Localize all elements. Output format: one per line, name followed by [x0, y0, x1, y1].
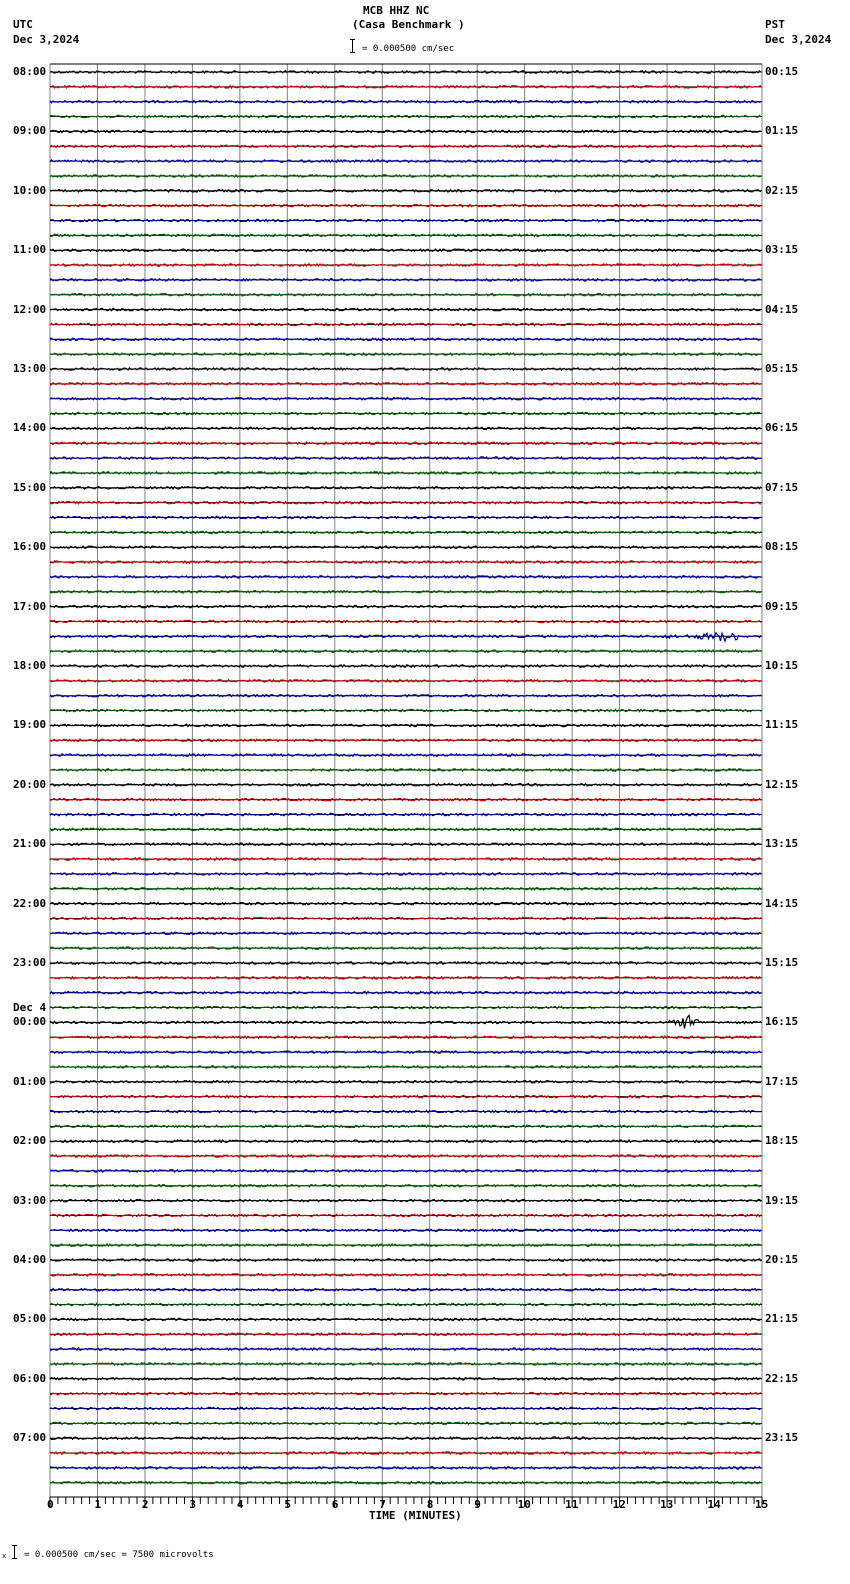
pst-hour-label: 23:15 — [765, 1431, 799, 1445]
pst-hour-label: 11:15 — [765, 718, 799, 732]
x-tick-label: 6 — [331, 1498, 339, 1511]
utc-hour-label: 12:00 — [13, 302, 47, 316]
utc-hour-label: 13:00 — [13, 362, 47, 375]
utc-hour-label: 11:00 — [13, 243, 47, 257]
x-tick-label: 9 — [474, 1498, 481, 1511]
utc-hour-label: 03:00 — [13, 1193, 47, 1207]
utc-hour-label: 10:00 — [13, 183, 47, 197]
x-tick-label: 7 — [379, 1498, 386, 1511]
pst-hour-label: 14:15 — [765, 896, 799, 910]
utc-hour-label: 18:00 — [13, 659, 47, 672]
pst-hour-label: 10:15 — [765, 659, 799, 672]
x-tick-label: 5 — [284, 1498, 291, 1511]
pst-hour-label: 07:15 — [765, 480, 799, 494]
utc-hour-label: 04:00 — [13, 1253, 47, 1266]
date-change-label: Dec 4 — [13, 1001, 47, 1015]
x-tick-label: 11 — [565, 1498, 579, 1511]
right-date: Dec 3,2024 — [765, 33, 832, 46]
utc-hour-label: 05:00 — [13, 1312, 47, 1326]
utc-hour-label: 15:00 — [13, 480, 47, 494]
utc-hour-label: 17:00 — [13, 599, 47, 613]
utc-hour-label: 09:00 — [13, 124, 47, 138]
pst-hour-label: 12:15 — [765, 777, 799, 791]
right-timezone: PST — [765, 18, 785, 31]
footer-scale-bar-icon — [14, 1545, 20, 1559]
x-tick-label: 2 — [141, 1498, 149, 1511]
x-tick-label: 3 — [189, 1498, 197, 1511]
footer-scale-text: = 0.000500 cm/sec = 7500 microvolts — [24, 1550, 214, 1560]
x-tick-label: 10 — [517, 1498, 531, 1511]
x-axis-label: TIME (MINUTES) — [369, 1509, 462, 1522]
pst-hour-label: 09:15 — [765, 599, 799, 613]
pst-hour-label: 01:15 — [765, 124, 799, 138]
site-name: (Casa Benchmark ) — [352, 18, 465, 31]
utc-hour-label: 07:00 — [13, 1431, 47, 1445]
pst-hour-label: 00:15 — [765, 65, 799, 78]
utc-hour-label: 06:00 — [13, 1371, 47, 1385]
footer-prefix: x — [2, 1552, 7, 1560]
utc-hour-label: 20:00 — [13, 777, 47, 791]
x-tick-label: 13 — [660, 1498, 674, 1511]
utc-hour-label: 08:00 — [13, 65, 47, 78]
x-tick-label: 0 — [47, 1498, 54, 1511]
pst-hour-label: 18:15 — [765, 1134, 799, 1148]
x-tick-label: 8 — [426, 1498, 434, 1511]
pst-hour-label: 06:15 — [765, 421, 799, 435]
utc-hour-label: 00:00 — [13, 1015, 47, 1029]
pst-hour-label: 17:15 — [765, 1074, 799, 1088]
pst-hour-label: 08:15 — [765, 540, 799, 554]
x-tick-label: 4 — [236, 1498, 244, 1511]
utc-hour-label: 22:00 — [13, 896, 47, 910]
station-title: MCB HHZ NC — [363, 4, 430, 17]
utc-hour-label: 23:00 — [13, 956, 47, 969]
x-tick-label: 14 — [707, 1498, 721, 1511]
x-tick-label: 1 — [94, 1498, 102, 1511]
x-tick-label: 15 — [755, 1498, 769, 1511]
utc-hour-label: 14:00 — [13, 421, 47, 435]
pst-hour-label: 20:15 — [765, 1253, 799, 1266]
pst-hour-label: 04:15 — [765, 302, 799, 316]
pst-hour-label: 19:15 — [765, 1193, 799, 1207]
pst-hour-label: 05:15 — [765, 362, 799, 375]
left-date: Dec 3,2024 — [13, 33, 80, 46]
scale-text: = 0.000500 cm/sec — [362, 44, 455, 54]
utc-hour-label: 16:00 — [13, 540, 47, 554]
utc-hour-label: 02:00 — [13, 1134, 47, 1148]
pst-hour-label: 03:15 — [765, 243, 799, 257]
utc-hour-label: 21:00 — [13, 837, 47, 851]
pst-hour-label: 16:15 — [765, 1015, 799, 1029]
left-timezone: UTC — [13, 18, 33, 31]
pst-hour-label: 02:15 — [765, 183, 799, 197]
utc-hour-label: 01:00 — [13, 1074, 47, 1088]
x-tick-label: 12 — [612, 1498, 626, 1511]
pst-hour-label: 13:15 — [765, 837, 799, 851]
pst-hour-label: 22:15 — [765, 1371, 799, 1385]
pst-hour-label: 15:15 — [765, 956, 799, 969]
utc-hour-label: 19:00 — [13, 718, 47, 732]
pst-hour-label: 21:15 — [765, 1312, 799, 1326]
